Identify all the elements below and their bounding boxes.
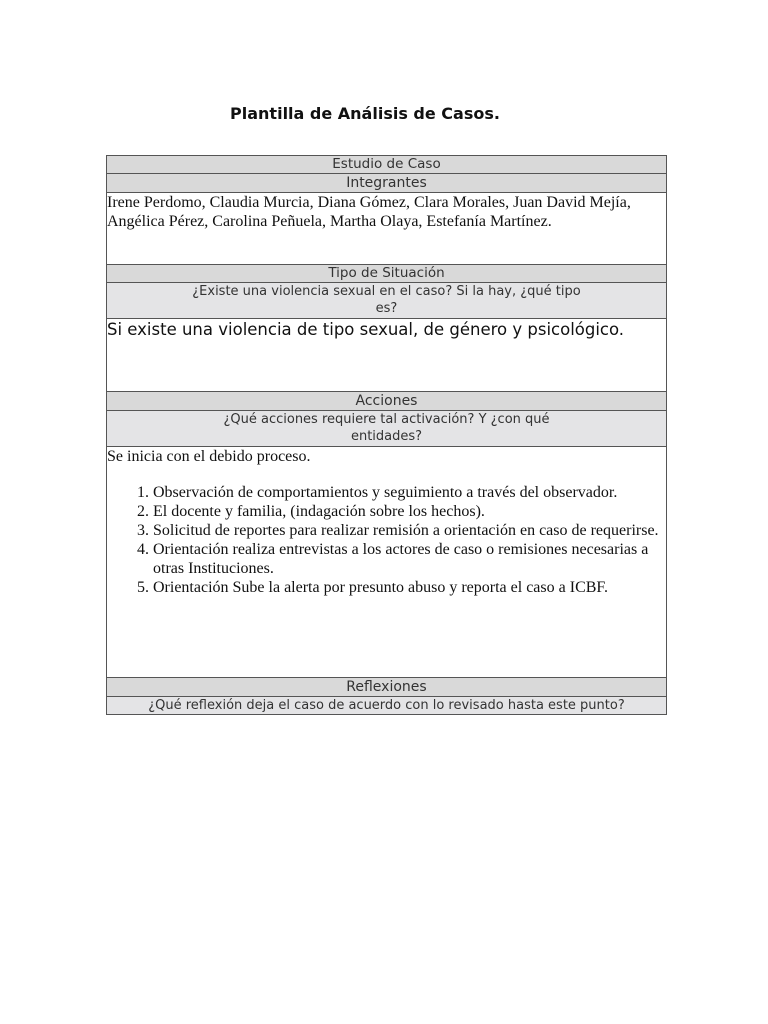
list-item: 4. Orientación realiza entrevistas a los actores de caso o remisiones necesarias a otras Instituciones. bbox=[153, 540, 666, 578]
list-item: 2. El docente y familia, (indagación sobre los hechos). bbox=[153, 502, 666, 521]
reflections-question: ¿Qué reflexión deja el caso de acuerdo con lo revisado hasta este punto? bbox=[107, 697, 667, 715]
list-item: 1. Observación de comportamientos y seguimiento a través del observador. bbox=[153, 483, 666, 502]
actions-label-row bbox=[107, 392, 667, 411]
actions-body-row bbox=[107, 447, 667, 678]
case-study-header: Estudio de Caso bbox=[107, 156, 667, 174]
situation-answer-row bbox=[107, 319, 667, 392]
members-label: Integrantes bbox=[107, 174, 667, 193]
situation-question bbox=[107, 283, 667, 319]
actions-steps-list bbox=[107, 483, 666, 597]
actions-question bbox=[107, 411, 667, 447]
actions-question-row bbox=[107, 411, 667, 447]
reflections-label: Reflexiones bbox=[107, 678, 667, 697]
document-title: Plantilla de Análisis de Casos. bbox=[230, 104, 500, 123]
list-item: 3. Solicitud de reportes para realizar remisión a orientación en caso de requerirse. bbox=[153, 521, 666, 540]
actions-body bbox=[107, 447, 667, 678]
members-value-row bbox=[107, 193, 667, 265]
situation-question-text: ¿Existe una violencia sexual en el caso? Si la hay, ¿qué tipo es? bbox=[192, 284, 581, 316]
table-header-row bbox=[107, 156, 667, 174]
reflections-question-row bbox=[107, 697, 667, 715]
situation-question-row bbox=[107, 283, 667, 319]
situation-label-row bbox=[107, 265, 667, 283]
situation-label: Tipo de Situación bbox=[107, 265, 667, 283]
members-value: Irene Perdomo, Claudia Murcia, Diana Gómez, Clara Morales, Juan David Mejía, Angélica Pérez, Carolina Peñuela, Martha Olaya, Estefanía Martínez. bbox=[107, 193, 667, 265]
list-item: 5. Orientación Sube la alerta por presunto abuso y reporta el caso a ICBF. bbox=[153, 578, 666, 597]
situation-answer: Si existe una violencia de tipo sexual, de género y psicológico. bbox=[107, 319, 667, 392]
members-label-row bbox=[107, 174, 667, 193]
case-analysis-table bbox=[106, 155, 667, 715]
actions-label: Acciones bbox=[107, 392, 667, 411]
actions-question-text: ¿Qué acciones requiere tal activación? Y ¿con qué entidades? bbox=[223, 412, 550, 444]
reflections-label-row bbox=[107, 678, 667, 697]
actions-intro: Se inicia con el debido proceso. bbox=[107, 448, 311, 465]
